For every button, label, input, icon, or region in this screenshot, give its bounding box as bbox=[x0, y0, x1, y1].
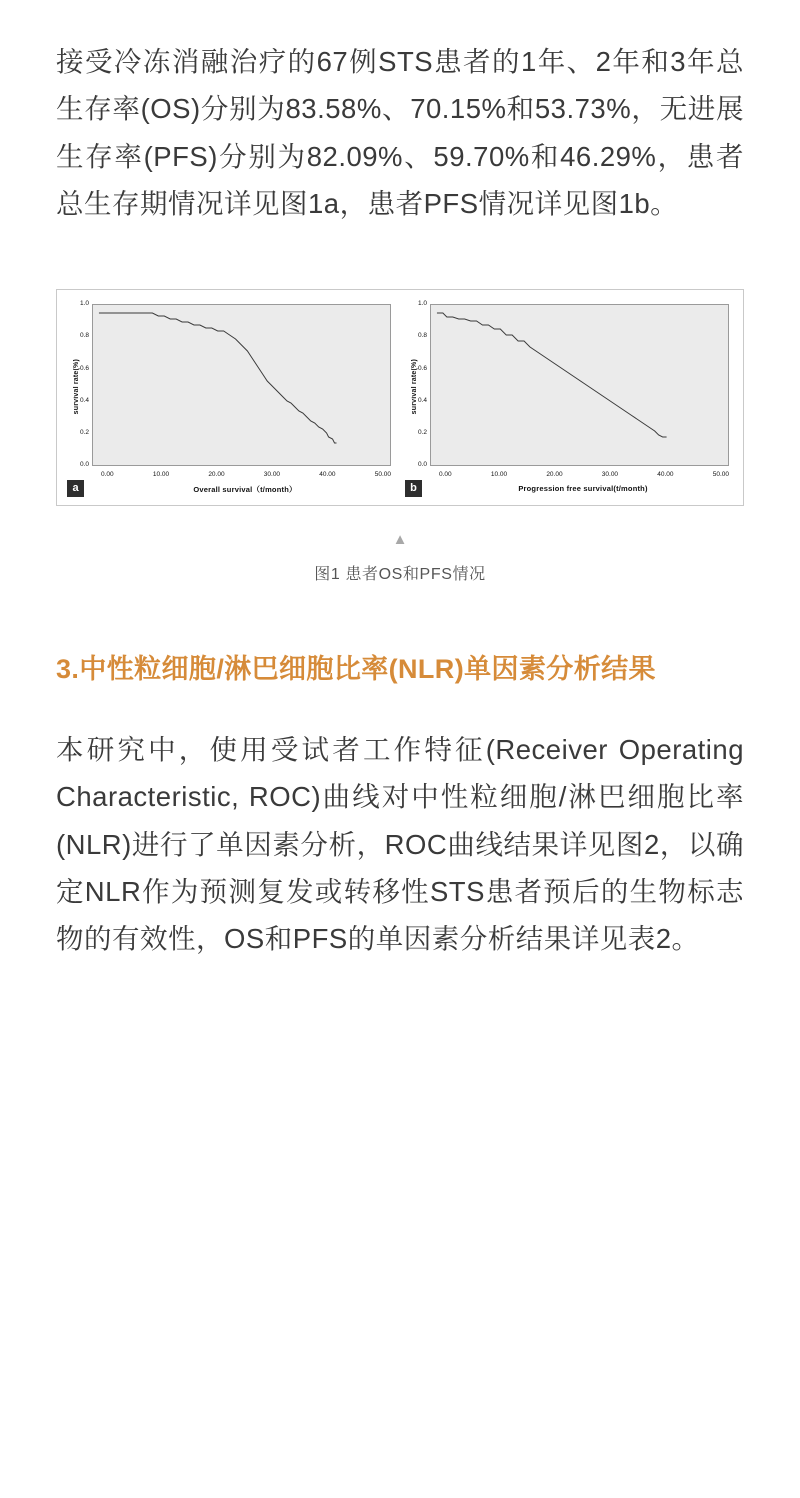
panel-a-y-axis-label: survival rate(%) bbox=[73, 358, 80, 414]
y-tick: 0.6 bbox=[418, 364, 428, 372]
x-tick: 10.00 bbox=[152, 471, 170, 479]
panel-b-inner bbox=[409, 300, 729, 469]
y-tick: 0.4 bbox=[418, 396, 428, 404]
panel-b-y-axis-label: survival rate(%) bbox=[411, 358, 418, 414]
y-tick: 0.4 bbox=[80, 396, 90, 404]
section-heading-nlr: 3.中性粒细胞/淋巴细胞比率(NLR)单因素分析结果 bbox=[56, 654, 656, 685]
x-tick: 0.00 bbox=[439, 471, 452, 479]
x-tick: 30.00 bbox=[601, 471, 619, 479]
panel-a-y-ticks bbox=[80, 300, 92, 468]
y-tick: 0.2 bbox=[418, 428, 428, 436]
x-tick: 30.00 bbox=[263, 471, 281, 479]
x-tick: 20.00 bbox=[546, 471, 563, 479]
x-tick: 50.00 bbox=[374, 471, 391, 479]
y-tick: 0.6 bbox=[80, 364, 90, 372]
x-tick: 0.00 bbox=[101, 471, 114, 479]
panel-b-tag: b bbox=[405, 480, 422, 497]
y-tick: 1.0 bbox=[418, 300, 428, 308]
figure-1-caption: 图1 患者OS和PFS情况 bbox=[314, 566, 486, 584]
panel-b-x-axis-label: Progression free survival(t/month) bbox=[518, 484, 648, 494]
panel-b-y-ticks bbox=[418, 300, 430, 468]
panel-a-plot-area bbox=[92, 304, 391, 466]
y-tick: 0.8 bbox=[418, 332, 428, 340]
figure-1-frame bbox=[56, 289, 744, 506]
y-tick: 1.0 bbox=[80, 300, 90, 308]
x-tick: 20.00 bbox=[208, 471, 225, 479]
x-tick: 40.00 bbox=[657, 471, 674, 479]
caption-triangle-icon: ▲ bbox=[392, 531, 408, 549]
panel-a-x-ticks bbox=[101, 468, 391, 478]
y-tick: 0.0 bbox=[80, 461, 90, 469]
panel-b-plot-area bbox=[430, 304, 729, 466]
y-tick: 0.0 bbox=[418, 461, 428, 469]
x-tick: 40.00 bbox=[319, 471, 336, 479]
x-tick: 10.00 bbox=[490, 471, 508, 479]
panel-a-km-curve bbox=[93, 305, 390, 465]
figure-1-block bbox=[56, 289, 744, 584]
panel-a-x-axis-label: Overall survival（t/month） bbox=[193, 485, 297, 495]
panel-a-inner bbox=[71, 300, 391, 469]
x-tick: 50.00 bbox=[712, 471, 729, 479]
paragraph-survival-rates: 接受冷冻消融治疗的67例STS患者的1年、2年和3年总生存率(OS)分别为83.58%、70.15%和53.73%，无进展生存率(PFS)分别为82.09%、59.70%和46.29%，患者总生存期情况详见图1a，患者PFS情况详见图1b。 bbox=[56, 46, 744, 219]
paragraph-roc-analysis: 本研究中，使用受试者工作特征(Receiver Operating Characteristic, ROC)曲线对中性粒细胞/淋巴细胞比率(NLR)进行了单因素分析，ROC曲线结果详见图2，以确定NLR作为预测复发或转移性STS患者预后的生物标志物的有效性，OS和PFS的单因素分析结果详见表2。 bbox=[56, 733, 744, 955]
panel-b-x-ticks bbox=[439, 468, 729, 478]
figure-panel-a bbox=[67, 300, 395, 497]
figure-panel-b bbox=[405, 300, 733, 497]
y-tick: 0.8 bbox=[80, 332, 90, 340]
panel-a-tag: a bbox=[67, 480, 84, 497]
y-tick: 0.2 bbox=[80, 428, 90, 436]
panel-b-km-curve bbox=[431, 305, 728, 465]
